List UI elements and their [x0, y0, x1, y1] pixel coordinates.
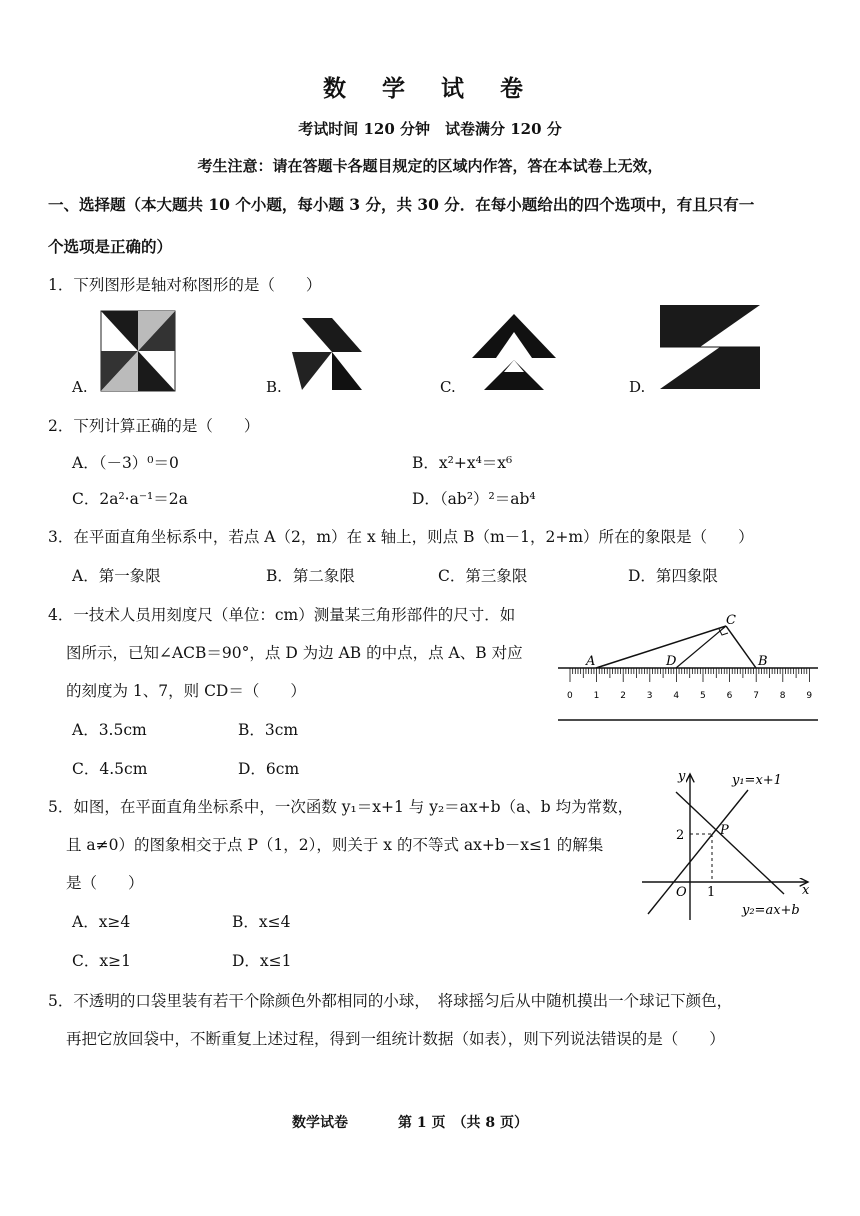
q1-option-d-label: D.: [629, 378, 646, 396]
q5-option-c: C．x≥1: [72, 952, 131, 970]
q3-stem: 3．在平面直角坐标系中，若点 A（2，m）在 x 轴上，则点 B（m－1，2+m）所在的象限是（ ）: [48, 528, 754, 546]
q2-option-c: C．2a²·a⁻¹＝2a: [72, 490, 188, 508]
q3-option-c: C．第三象限: [438, 567, 528, 585]
line-y1-label: y₁=x+1: [732, 773, 782, 788]
q4-line3: 的刻度为 1、7，则 CD＝（ ）: [66, 682, 306, 700]
point-a-label: A: [586, 654, 596, 669]
median-cd: [676, 626, 726, 668]
x-axis-label: x: [802, 883, 810, 898]
q2-stem: 2．下列计算正确的是（ ）: [48, 417, 260, 435]
q4-option-a: A．3.5cm: [72, 721, 147, 739]
q5-line3: 是（ ）: [66, 874, 144, 892]
ruler-label: 6: [726, 691, 733, 701]
ruler-label: 2: [620, 691, 626, 701]
q6-line2: 再把它放回袋中，不断重复上述过程，得到一组统计数据（如表），则下列说法错误的是（ ）: [66, 1030, 725, 1048]
ruler-label: 7: [753, 691, 759, 701]
q1-figure-c: [466, 312, 562, 390]
q5-graph-figure: [636, 764, 814, 924]
q6-line1: 5．不透明的口袋里装有若干个除颜色外都相同的小球， 将球摇匀后从中随机摸出一个球记下颜色，: [48, 992, 733, 1010]
page-title: 数 学 试 卷: [322, 75, 538, 102]
q4-option-d: D．6cm: [238, 760, 300, 778]
ruler-label: 0: [567, 691, 573, 701]
q5-option-b: B．x≤4: [232, 913, 291, 931]
q1-option-b-label: B.: [266, 378, 282, 396]
q5-line1: 5．如图，在平面直角坐标系中，一次函数 y₁＝x+1 与 y₂＝ax+b（a、b 均为常数，: [48, 798, 634, 816]
q3-option-d: D．第四象限: [628, 567, 718, 585]
q1-figure-b: [292, 316, 362, 392]
q4-option-b: B．3cm: [238, 721, 299, 739]
q2-option-a: A．（－3）⁰＝0: [72, 454, 179, 472]
ruler-label: 1: [593, 691, 600, 701]
q2-option-d: D．（ab²）²＝ab⁴: [412, 490, 536, 508]
q3-option-b: B．第二象限: [266, 567, 355, 585]
q4-line1: 4．一技术人员用刻度尺（单位：cm）测量某三角形部件的尺寸．如: [48, 606, 516, 624]
line-y2: [676, 792, 784, 894]
q4-ruler-figure: [558, 613, 820, 726]
tick-y-2: 2: [676, 828, 685, 843]
section-heading-line1: 一、选择题（本大题共 10 个小题，每小题 3 分，共 30 分．在每小题给出的四个选项中，有且只有一: [48, 195, 755, 214]
section-heading-line2: 个选项是正确的）: [48, 237, 173, 256]
q3-option-a: A．第一象限: [72, 567, 161, 585]
footer-page-number: 第 1 页 （共 8 页）: [398, 1115, 528, 1131]
point-b-label: B: [758, 654, 768, 669]
q5-line2: 且 a≠0）的图象相交于点 P（1，2），则关于 x 的不等式 ax+b－x≤1 的解集: [66, 836, 604, 854]
q2-option-b: B．x²+x⁴＝x⁶: [412, 454, 513, 472]
ruler-label: 9: [806, 691, 813, 701]
triangle-side-bc: [726, 626, 756, 668]
exam-notice: 考生注意：请在答题卡各题目规定的区域内作答，答在本试卷上无效，: [197, 157, 663, 175]
q4-line2: 图所示，已知∠ACB＝90°，点 D 为边 AB 的中点，点 A、B 对应: [66, 644, 523, 662]
line-y1: [648, 790, 748, 914]
q1-stem: 1．下列图形是轴对称图形的是（ ）: [48, 276, 322, 294]
q5-option-a: A．x≥4: [72, 913, 131, 931]
ruler-label: 4: [673, 691, 680, 701]
origin-label: O: [676, 885, 687, 900]
tick-x-1: 1: [707, 885, 716, 900]
q1-figure-a: [100, 310, 176, 392]
point-d-label: D: [666, 654, 677, 669]
triangle-side-ac: [596, 626, 726, 668]
ruler-label: 5: [700, 691, 706, 701]
point-c-label: C: [726, 613, 736, 628]
point-p-label: P: [720, 823, 729, 838]
footer-subject: 数学试卷: [292, 1115, 348, 1131]
q5-option-d: D．x≤1: [232, 952, 292, 970]
q1-figure-d: [658, 303, 762, 391]
line-y2-label: y₂=ax+b: [742, 903, 800, 918]
q4-option-c: C．4.5cm: [72, 760, 148, 778]
exam-info: 考试时间 120 分钟 试卷满分 120 分: [298, 120, 562, 138]
q1-option-a-label: A.: [72, 378, 88, 396]
q1-option-c-label: C.: [440, 378, 456, 396]
ruler-label: 8: [779, 691, 786, 701]
y-axis-label: y: [678, 769, 686, 784]
ruler-label: 3: [646, 691, 653, 701]
